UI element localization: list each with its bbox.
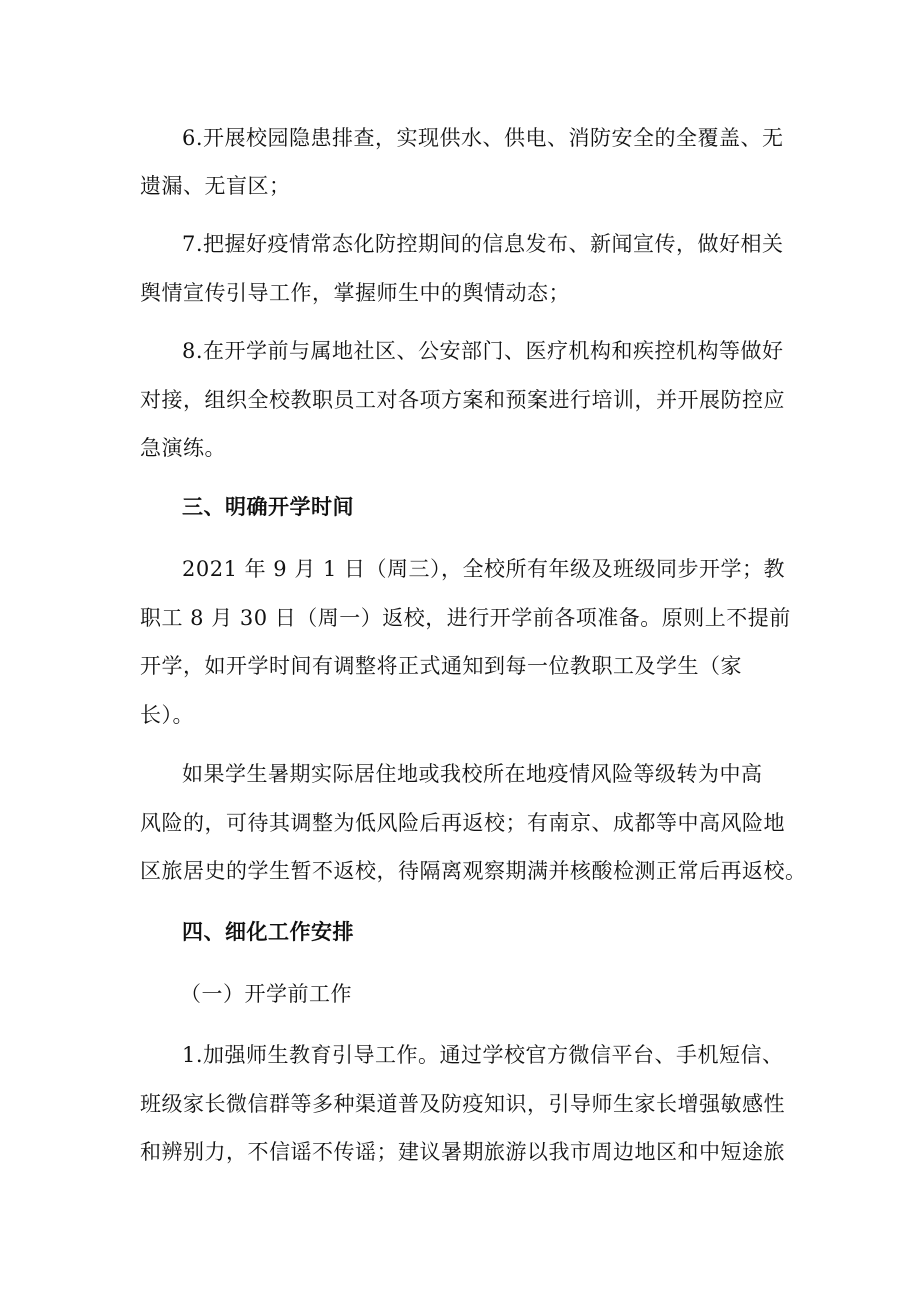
paragraph-7-line-2: 舆情宣传引导工作，掌握师生中的舆情动态；	[140, 281, 570, 305]
risk-paragraph-line-1: 如果学生暑期实际居住地或我校所在地疫情风险等级转为中高	[182, 762, 763, 786]
opening-time-line-4: 长）。	[140, 703, 194, 727]
paragraph-7-line-1: 7.把握好疫情常态化防控期间的信息发布、新闻宣传，做好相关	[182, 232, 784, 256]
paragraph-8-line-1: 8.在开学前与属地社区、公安部门、医疗机构和疾控机构等做好	[182, 339, 784, 363]
paragraph-6-line-2: 遗漏、无盲区；	[140, 174, 291, 198]
opening-time-line-3: 开学，如开学时间有调整将正式通知到每一位教职工及学生（家	[140, 654, 742, 678]
item-1-line-2: 班级家长微信群等多种渠道普及防疫知识，引导师生家长增强敏感性	[140, 1092, 785, 1116]
item-1-line-1: 1.加强师生教育引导工作。通过学校官方微信平台、手机短信、	[182, 1043, 784, 1067]
risk-paragraph-line-3: 区旅居史的学生暂不返校，待隔离观察期满并核酸检测正常后再返校。	[140, 859, 807, 883]
paragraph-8-line-3: 急演练。	[140, 436, 226, 460]
section-heading-4: 四、细化工作安排	[182, 919, 354, 944]
item-1-line-3: 和辨别力，不信谣不传谣；建议暑期旅游以我市周边地区和中短途旅	[140, 1140, 785, 1164]
paragraph-6-line-1: 6.开展校园隐患排查，实现供水、供电、消防安全的全覆盖、无	[182, 126, 784, 150]
paragraph-8-line-2: 对接，组织全校教职员工对各项方案和预案进行培训，并开展防控应	[140, 388, 785, 412]
subsection-heading-1: （一）开学前工作	[180, 982, 352, 1006]
opening-time-line-2: 职工 8 月 30 日（周一）返校，进行开学前各项准备。原则上不提前	[140, 606, 791, 630]
risk-paragraph-line-2: 风险的，可待其调整为低风险后再返校；有南京、成都等中高风险地	[140, 811, 785, 835]
section-heading-3: 三、明确开学时间	[182, 494, 354, 519]
opening-time-line-1: 2021 年 9 月 1 日（周三），全校所有年级及班级同步开学；教	[182, 557, 786, 581]
